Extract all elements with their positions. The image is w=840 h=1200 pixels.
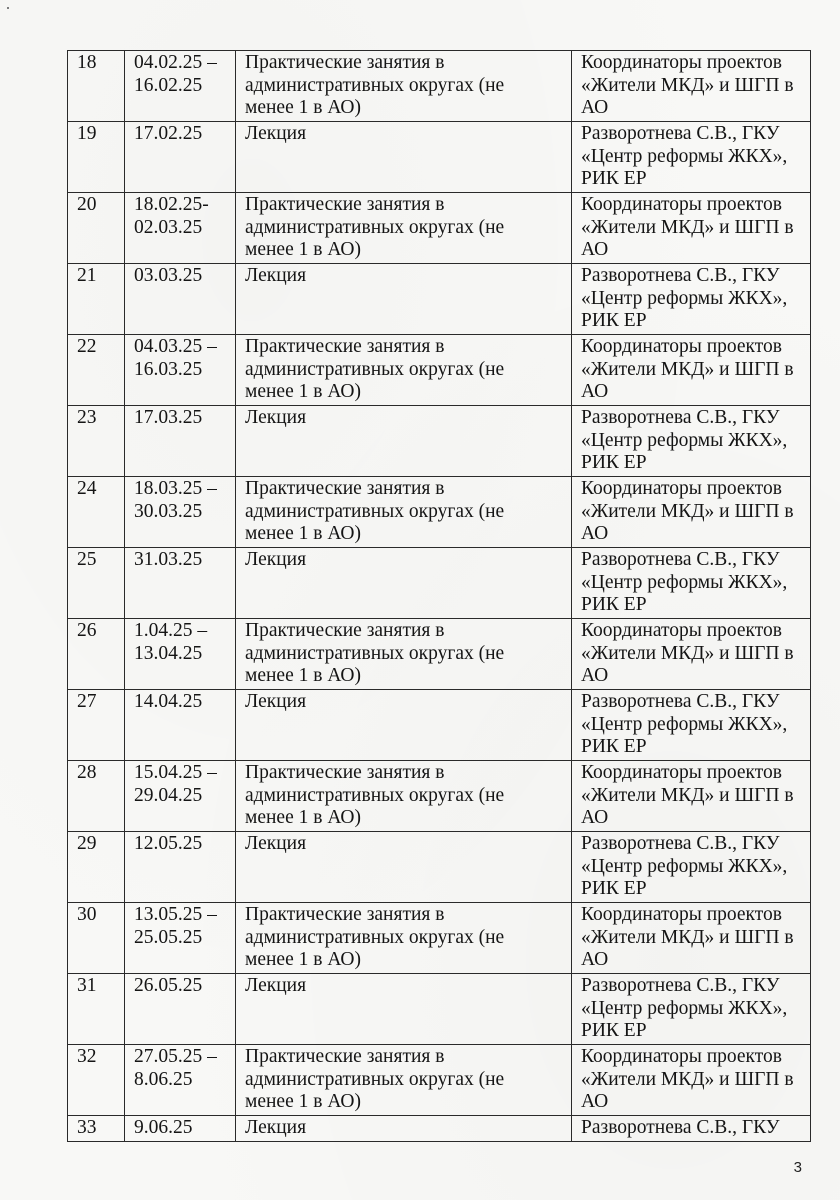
responsible-cell — [572, 832, 811, 903]
responsible-cell-line: Разворотнева С.В., ГКУ — [581, 975, 780, 996]
row-number-cell — [68, 619, 125, 690]
row-number-cell — [68, 690, 125, 761]
responsible-cell-line: РИК ЕР — [581, 594, 647, 615]
row-number-cell — [68, 406, 125, 477]
activity-cell-line: менее 1 в АО) — [245, 1091, 362, 1112]
date-cell — [125, 903, 236, 974]
activity-cell — [236, 193, 572, 264]
responsible-cell — [572, 406, 811, 477]
activity-cell — [236, 1116, 572, 1142]
activity-cell — [236, 903, 572, 974]
date-cell — [125, 477, 236, 548]
responsible-cell-line: Разворотнева С.В., ГКУ — [581, 407, 780, 428]
date-cell-line: 16.02.25 — [134, 74, 203, 96]
activity-cell-line: Практические занятия в — [245, 336, 445, 357]
activity-cell-line: административных округах (не — [245, 642, 505, 664]
responsible-cell — [572, 51, 811, 122]
date-cell-line: 29.04.25 — [134, 784, 203, 806]
activity-cell-line: Практические занятия в — [245, 478, 445, 499]
responsible-cell-line: РИК ЕР — [581, 310, 647, 331]
responsible-cell-line: РИК ЕР — [581, 736, 647, 757]
table-row — [68, 619, 811, 690]
responsible-cell-line: Разворотнева С.В., ГКУ — [581, 691, 780, 712]
date-cell — [125, 51, 236, 122]
responsible-cell-line: Разворотнева С.В., ГКУ — [581, 265, 780, 286]
activity-cell — [236, 1045, 572, 1116]
table-row — [68, 406, 811, 477]
row-number-cell — [68, 335, 125, 406]
schedule-table-body — [68, 51, 811, 1142]
responsible-cell-line: Координаторы проектов — [581, 1046, 782, 1067]
date-cell-line: 16.03.25 — [134, 358, 203, 380]
date-cell-line: 13.04.25 — [134, 642, 203, 664]
responsible-cell — [572, 761, 811, 832]
date-cell-line: 04.03.25 – — [134, 336, 217, 357]
table-row — [68, 832, 811, 903]
date-cell-line: 1.04.25 – — [134, 620, 208, 641]
responsible-cell-line: РИК ЕР — [581, 878, 647, 899]
responsible-cell-line: Координаторы проектов — [581, 478, 782, 499]
activity-cell-line: менее 1 в АО) — [245, 239, 362, 260]
activity-cell — [236, 264, 572, 335]
activity-cell-line: административных округах (не — [245, 74, 505, 96]
activity-cell-line: менее 1 в АО) — [245, 381, 362, 402]
schedule-table — [67, 50, 811, 1142]
responsible-cell-line: «Жители МКД» и ШГП в — [581, 500, 794, 522]
responsible-cell-line: Разворотнева С.В., ГКУ — [581, 123, 780, 144]
responsible-cell — [572, 548, 811, 619]
responsible-cell-line: «Центр реформы ЖКХ», — [581, 855, 788, 877]
scan-speck — [7, 7, 9, 9]
responsible-cell-line: «Центр реформы ЖКХ», — [581, 287, 788, 309]
activity-cell-line: Практические занятия в — [245, 620, 445, 641]
row-number-cell-text: 20 — [77, 194, 97, 215]
activity-cell-line: менее 1 в АО) — [245, 807, 362, 828]
activity-cell-line: Лекция — [245, 975, 307, 996]
row-number-cell — [68, 477, 125, 548]
table-row — [68, 1116, 811, 1142]
activity-cell — [236, 690, 572, 761]
row-number-cell — [68, 122, 125, 193]
date-cell — [125, 1116, 236, 1142]
date-cell-line: 14.04.25 — [134, 691, 203, 712]
responsible-cell — [572, 477, 811, 548]
row-number-cell — [68, 264, 125, 335]
responsible-cell-line: Разворотнева С.В., ГКУ — [581, 1117, 780, 1138]
responsible-cell-line: «Жители МКД» и ШГП в — [581, 216, 794, 238]
responsible-cell-line: Координаторы проектов — [581, 904, 782, 925]
activity-cell-line: менее 1 в АО) — [245, 665, 362, 686]
activity-cell — [236, 335, 572, 406]
responsible-cell-line: Разворотнева С.В., ГКУ — [581, 833, 780, 854]
responsible-cell-line: Координаторы проектов — [581, 194, 782, 215]
date-cell-line: 30.03.25 — [134, 500, 203, 522]
responsible-cell — [572, 974, 811, 1045]
date-cell — [125, 193, 236, 264]
activity-cell-line: Практические занятия в — [245, 194, 445, 215]
responsible-cell-line: АО — [581, 949, 609, 970]
date-cell — [125, 264, 236, 335]
activity-cell-line: менее 1 в АО) — [245, 949, 362, 970]
activity-cell — [236, 122, 572, 193]
responsible-cell-line: Разворотнева С.В., ГКУ — [581, 549, 780, 570]
responsible-cell-line: РИК ЕР — [581, 452, 647, 473]
date-cell-line: 27.05.25 – — [134, 1046, 217, 1067]
responsible-cell-line: Координаторы проектов — [581, 762, 782, 783]
activity-cell-line: Практические занятия в — [245, 1046, 445, 1067]
row-number-cell-text: 32 — [77, 1046, 97, 1067]
activity-cell — [236, 619, 572, 690]
responsible-cell — [572, 1116, 811, 1142]
row-number-cell-text: 25 — [77, 549, 97, 570]
responsible-cell-line: РИК ЕР — [581, 168, 647, 189]
activity-cell — [236, 761, 572, 832]
table-row — [68, 761, 811, 832]
row-number-cell-text: 30 — [77, 904, 97, 925]
table-row — [68, 548, 811, 619]
responsible-cell-line: «Центр реформы ЖКХ», — [581, 997, 788, 1019]
date-cell — [125, 406, 236, 477]
activity-cell-line: Лекция — [245, 123, 307, 144]
activity-cell-line: административных округах (не — [245, 784, 505, 806]
row-number-cell — [68, 51, 125, 122]
responsible-cell-line: АО — [581, 1091, 609, 1112]
table-row — [68, 974, 811, 1045]
responsible-cell-line: «Центр реформы ЖКХ», — [581, 713, 788, 735]
row-number-cell-text: 18 — [77, 52, 97, 73]
responsible-cell-line: Координаторы проектов — [581, 620, 782, 641]
responsible-cell — [572, 122, 811, 193]
row-number-cell — [68, 761, 125, 832]
responsible-cell-line: АО — [581, 239, 609, 260]
date-cell — [125, 690, 236, 761]
date-cell — [125, 1045, 236, 1116]
activity-cell-line: Лекция — [245, 833, 307, 854]
responsible-cell-line: «Центр реформы ЖКХ», — [581, 145, 788, 167]
date-cell — [125, 548, 236, 619]
row-number-cell — [68, 974, 125, 1045]
activity-cell-line: Лекция — [245, 691, 307, 712]
activity-cell — [236, 477, 572, 548]
responsible-cell-line: Координаторы проектов — [581, 52, 782, 73]
responsible-cell — [572, 619, 811, 690]
activity-cell-line: административных округах (не — [245, 358, 505, 380]
responsible-cell-line: АО — [581, 807, 609, 828]
date-cell — [125, 832, 236, 903]
row-number-cell-text: 21 — [77, 265, 97, 286]
activity-cell — [236, 832, 572, 903]
responsible-cell-line: «Жители МКД» и ШГП в — [581, 926, 794, 948]
responsible-cell — [572, 264, 811, 335]
responsible-cell — [572, 690, 811, 761]
date-cell-line: 31.03.25 — [134, 549, 203, 570]
date-cell-line: 9.06.25 — [134, 1117, 193, 1138]
row-number-cell — [68, 548, 125, 619]
date-cell-line: 02.03.25 — [134, 216, 203, 238]
date-cell-line: 03.03.25 — [134, 265, 203, 286]
date-cell-line: 18.02.25- — [134, 194, 209, 215]
responsible-cell-line: РИК ЕР — [581, 1020, 647, 1041]
activity-cell-line: административных округах (не — [245, 500, 505, 522]
row-number-cell — [68, 1116, 125, 1142]
responsible-cell-line: «Центр реформы ЖКХ», — [581, 571, 788, 593]
activity-cell-line: Лекция — [245, 1117, 307, 1138]
table-row — [68, 335, 811, 406]
responsible-cell-line: АО — [581, 381, 609, 402]
responsible-cell-line: АО — [581, 523, 609, 544]
page-number: 3 — [793, 1159, 802, 1176]
date-cell-line: 8.06.25 — [134, 1068, 193, 1090]
activity-cell-line: Лекция — [245, 549, 307, 570]
activity-cell-line: Практические занятия в — [245, 52, 445, 73]
date-cell-line: 13.05.25 – — [134, 904, 217, 925]
responsible-cell-line: «Жители МКД» и ШГП в — [581, 358, 794, 380]
activity-cell-line: административных округах (не — [245, 926, 505, 948]
table-row — [68, 51, 811, 122]
date-cell-line: 12.05.25 — [134, 833, 203, 854]
responsible-cell — [572, 193, 811, 264]
responsible-cell — [572, 903, 811, 974]
table-row — [68, 903, 811, 974]
table-row — [68, 1045, 811, 1116]
date-cell-line: 17.03.25 — [134, 407, 203, 428]
row-number-cell-text: 31 — [77, 975, 97, 996]
date-cell-line: 18.03.25 – — [134, 478, 217, 499]
table-row — [68, 193, 811, 264]
activity-cell-line: Практические занятия в — [245, 904, 445, 925]
responsible-cell-line: «Жители МКД» и ШГП в — [581, 642, 794, 664]
activity-cell-line: Лекция — [245, 265, 307, 286]
activity-cell-line: Практические занятия в — [245, 762, 445, 783]
activity-cell-line: менее 1 в АО) — [245, 523, 362, 544]
row-number-cell-text: 27 — [77, 691, 97, 712]
row-number-cell-text: 28 — [77, 762, 97, 783]
row-number-cell-text: 24 — [77, 478, 97, 499]
activity-cell-line: административных округах (не — [245, 1068, 505, 1090]
date-cell — [125, 974, 236, 1045]
row-number-cell-text: 26 — [77, 620, 97, 641]
activity-cell-line: административных округах (не — [245, 216, 505, 238]
date-cell-line: 17.02.25 — [134, 123, 203, 144]
row-number-cell — [68, 903, 125, 974]
table-row — [68, 690, 811, 761]
activity-cell — [236, 974, 572, 1045]
row-number-cell — [68, 193, 125, 264]
date-cell-line: 04.02.25 – — [134, 52, 217, 73]
responsible-cell-line: АО — [581, 665, 609, 686]
date-cell-line: 26.05.25 — [134, 975, 203, 996]
responsible-cell-line: АО — [581, 97, 609, 118]
responsible-cell — [572, 335, 811, 406]
table-row — [68, 122, 811, 193]
row-number-cell-text: 22 — [77, 336, 97, 357]
row-number-cell — [68, 1045, 125, 1116]
date-cell — [125, 335, 236, 406]
responsible-cell-line: «Центр реформы ЖКХ», — [581, 429, 788, 451]
activity-cell — [236, 51, 572, 122]
date-cell-line: 25.05.25 — [134, 926, 203, 948]
activity-cell — [236, 548, 572, 619]
activity-cell-line: Лекция — [245, 407, 307, 428]
row-number-cell-text: 19 — [77, 123, 97, 144]
table-row — [68, 264, 811, 335]
responsible-cell-line: «Жители МКД» и ШГП в — [581, 1068, 794, 1090]
responsible-cell-line: «Жители МКД» и ШГП в — [581, 784, 794, 806]
activity-cell — [236, 406, 572, 477]
date-cell — [125, 761, 236, 832]
responsible-cell-line: «Жители МКД» и ШГП в — [581, 74, 794, 96]
activity-cell-line: менее 1 в АО) — [245, 97, 362, 118]
responsible-cell — [572, 1045, 811, 1116]
row-number-cell-text: 23 — [77, 407, 97, 428]
responsible-cell-line: Координаторы проектов — [581, 336, 782, 357]
row-number-cell-text: 29 — [77, 833, 97, 854]
date-cell — [125, 619, 236, 690]
row-number-cell — [68, 832, 125, 903]
table-row — [68, 477, 811, 548]
row-number-cell-text: 33 — [77, 1117, 97, 1138]
date-cell-line: 15.04.25 – — [134, 762, 217, 783]
date-cell — [125, 122, 236, 193]
